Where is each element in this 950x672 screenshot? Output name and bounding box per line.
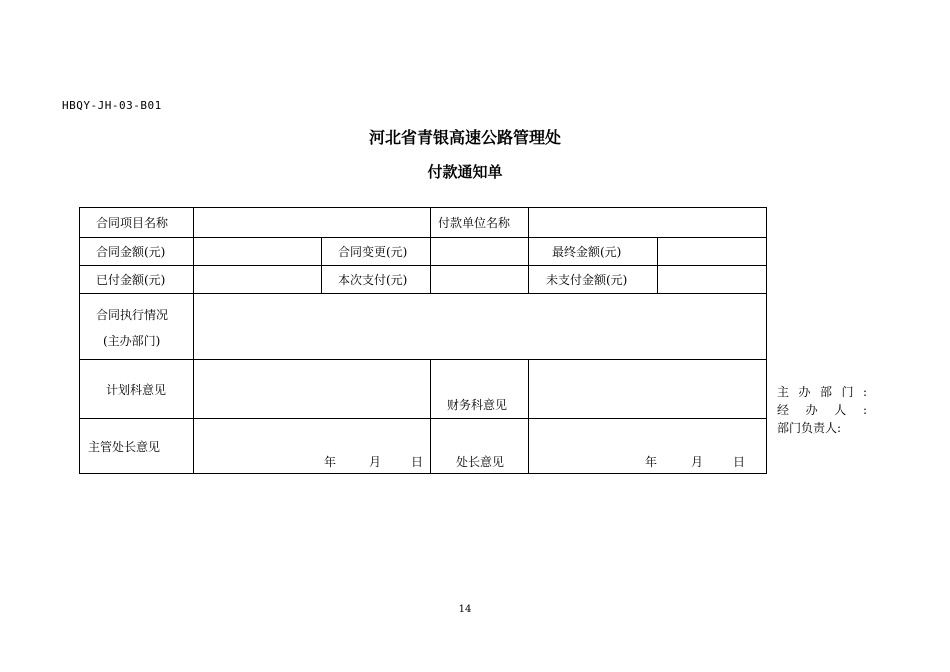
host-department-note: 主办部门: xyxy=(777,385,867,399)
payment-unit-name-label: 付款单位名称 xyxy=(438,216,511,230)
contract-change-label: 合同变更(元) xyxy=(338,245,408,259)
date-year: 年 xyxy=(324,455,337,469)
final-amount-label: 最终金额(元) xyxy=(552,245,622,259)
page-title: 河北省青银高速公路管理处 xyxy=(368,128,561,147)
department-head-note: 部门负责人: xyxy=(777,421,842,435)
supervisor-opinion-label: 主管处长意见 xyxy=(88,440,161,454)
execution-status-sublabel: (主办部门) xyxy=(103,334,161,348)
document-code: HBQY-JH-03-B01 xyxy=(62,99,162,112)
date-month-2: 月 xyxy=(691,455,704,469)
planning-opinion-label: 计划科意见 xyxy=(106,383,167,397)
director-opinion-label: 处长意见 xyxy=(456,455,505,469)
finance-opinion-label: 财务科意见 xyxy=(447,398,508,412)
date-day-2: 日 xyxy=(733,455,746,469)
contract-amount-label: 合同金额(元) xyxy=(96,245,166,259)
paid-amount-label: 已付金额(元) xyxy=(96,273,166,287)
date-month: 月 xyxy=(369,455,382,469)
current-payment-label: 本次支付(元) xyxy=(338,273,408,287)
unpaid-amount-label: 未支付金额(元) xyxy=(546,273,628,287)
page-number: 14 xyxy=(458,604,472,615)
form-title: 付款通知单 xyxy=(427,163,503,181)
handler-note: 经办人: xyxy=(777,403,867,417)
date-day: 日 xyxy=(411,455,424,469)
execution-status-label: 合同执行情况 xyxy=(96,308,169,322)
date-year-2: 年 xyxy=(645,455,658,469)
contract-project-name-label: 合同项目名称 xyxy=(96,216,169,230)
payment-notice-table xyxy=(79,207,767,474)
